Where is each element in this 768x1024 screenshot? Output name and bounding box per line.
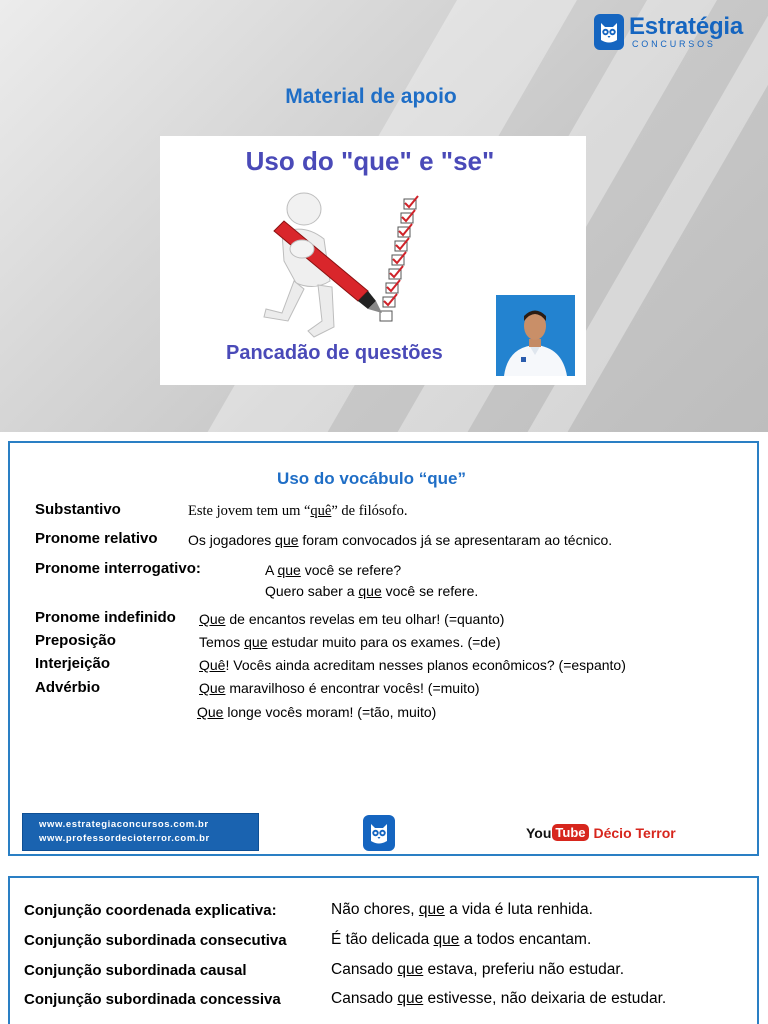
term-conjuncao-explicativa: Conjunção coordenada explicativa: <box>24 902 277 919</box>
example-pronome-relativo: Os jogadores que foram convocados já se apresentaram ao técnico. <box>188 532 613 548</box>
term-adverbio: Advérbio <box>35 679 101 696</box>
example-conjuncao-explicativa: Não chores, que a vida é luta renhida. <box>331 901 593 918</box>
term-pronome-relativo: Pronome relativo <box>35 530 158 547</box>
example-pronome-interrogativo-2: Quero saber a que você se refere. <box>265 583 479 599</box>
cover-slide <box>0 0 768 432</box>
example-preposicao: Temos que estudar muito para os exames. (=de) <box>199 634 501 650</box>
youtube-you-text: You <box>526 824 552 841</box>
example-conjuncao-consecutiva: É tão delicada que a todos encantam. <box>331 931 592 948</box>
example-conjuncao-concessiva: Cansado que estivesse, não deixaria de estudar. <box>331 990 667 1007</box>
term-substantivo: Substantivo <box>35 501 121 518</box>
example-conjuncao-causal: Cansado que estava, preferiu não estudar. <box>331 961 625 978</box>
term-conjuncao-concessiva: Conjunção subordinada concessiva <box>24 991 281 1008</box>
owl-logo-icon <box>363 815 395 851</box>
youtube-channel-name: Décio Terror <box>593 824 676 841</box>
term-pronome-indefinido: Pronome indefinido <box>35 609 176 626</box>
youtube-tube-badge: Tube <box>552 824 588 841</box>
example-adverbio-2: Que longe vocês moram! (=tão, muito) <box>197 704 437 720</box>
link-professor-site[interactable]: www.professordecioterror.com.br <box>39 833 210 844</box>
example-pronome-interrogativo-1: A que você se refere? <box>265 562 402 578</box>
example-adverbio-1: Que maravilhoso é encontrar vocês! (=muito) <box>199 680 480 696</box>
estrategia-logo[interactable] <box>594 14 743 50</box>
que-usage-slide <box>8 441 759 856</box>
example-interjeicao: Quê! Vocês ainda acreditam nesses planos econômicos? (=espanto) <box>199 657 626 673</box>
term-conjuncao-consecutiva: Conjunção subordinada consecutiva <box>24 932 287 949</box>
link-estrategia-site[interactable]: www.estrategiaconcursos.com.br <box>39 819 209 830</box>
support-material-title: Material de apoio <box>285 85 457 108</box>
brand-name: Estratégia <box>629 13 744 40</box>
figure-with-pen-checklist-illustration <box>244 191 444 341</box>
brand-subtitle: CONCURSOS <box>632 39 716 49</box>
slide-title: Uso do vocábulo “que” <box>277 469 466 488</box>
cover-title: Uso do "que" e "se" <box>245 146 495 176</box>
cover-subtitle: Pancadão de questões <box>226 342 443 364</box>
example-substantivo: Este jovem tem um “quê” de filósofo. <box>188 503 408 519</box>
term-interjeicao: Interjeição <box>35 655 111 672</box>
course-cover-image <box>160 136 586 385</box>
term-pronome-interrogativo: Pronome interrogativo: <box>35 560 201 577</box>
term-conjuncao-causal: Conjunção subordinada causal <box>24 962 247 979</box>
instructor-photo <box>496 295 575 376</box>
owl-icon <box>594 14 624 50</box>
example-pronome-indefinido: Que de encantos revelas em teu olhar! (=quanto) <box>199 611 505 627</box>
website-links-bar <box>22 813 259 851</box>
youtube-channel-link[interactable] <box>526 824 676 841</box>
term-preposicao: Preposição <box>35 632 116 649</box>
conjunction-slide <box>8 876 759 1024</box>
